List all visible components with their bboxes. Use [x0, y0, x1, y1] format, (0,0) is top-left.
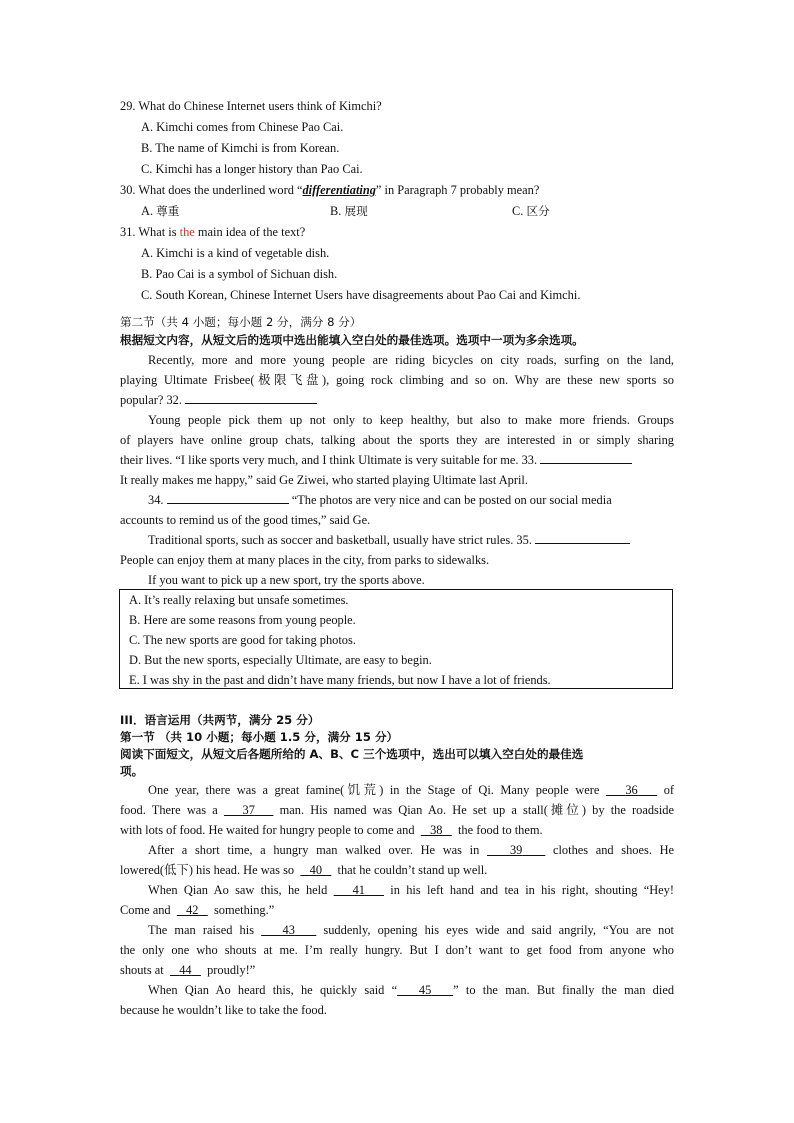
q31-stem-post: main idea of the text?: [194, 225, 306, 239]
cloze-number-36: 36: [625, 783, 638, 797]
cloze-text: something.”: [213, 903, 275, 917]
cloze-text: man. His named was Qian Ao. He set up a stall(摊位) by the roadside: [279, 803, 674, 817]
answer-blank-32[interactable]: [185, 390, 317, 404]
cloze-text: shouts at: [120, 963, 164, 977]
option-c: C. The new sports are good for taking photos.: [129, 633, 356, 647]
passage2-p3-quote: “The photos are very nice and can be posted on our social media: [291, 493, 612, 507]
blank-34-label: 34.: [148, 493, 164, 507]
q29-option-a: A. Kimchi comes from Chinese Pao Cai.: [141, 120, 344, 134]
q31-option-a: A. Kimchi is a kind of vegetable dish.: [141, 246, 330, 260]
passage2-p1-line1: Recently, more and more young people are riding bicycles on city roads, surfing on the land,: [148, 353, 674, 367]
cloze-text: ” to the man. But finally the man died: [453, 983, 675, 997]
q30-option-c-letter: C.: [512, 204, 524, 218]
cloze-blank-36[interactable]: [606, 783, 657, 797]
cloze-text: clothes and shoes. He: [552, 843, 675, 857]
cloze-text: in his left hand and tea in his right, shouting “Hey!: [390, 883, 675, 897]
cloze-text: that he couldn’t stand up well.: [337, 863, 488, 877]
cloze-blank-37[interactable]: [224, 803, 273, 817]
passage2-p2-line1: Young people pick them up not only to keep healthy, but also to make more friends. Groups: [148, 413, 674, 427]
cloze-text: with lots of food. He waited for hungry people to come and: [120, 823, 415, 837]
q30-option-a-text: 尊重: [156, 204, 180, 218]
blank-35-label: Traditional sports, such as soccer and basketball, usually have strict rules. 35.: [148, 533, 532, 547]
section-2-heading: 第二节（共 4 小题；每小题 2 分，满分 8 分）: [120, 315, 362, 329]
cloze-line11: [148, 980, 674, 1000]
q30-option-c-text: 区分: [526, 204, 550, 218]
passage2-p3-line1: [148, 490, 674, 510]
q30-option-b-letter: B.: [330, 204, 342, 218]
cloze-line6: [148, 880, 674, 900]
cloze-line1: [148, 780, 674, 800]
passage2-p2-line4: It really makes me happy,” said Ge Ziwei, who started playing Ultimate last April.: [120, 473, 528, 487]
cloze-number-41: 41: [352, 883, 365, 897]
cloze-line9: the only one who shouts at me. I’m really hungry. But I don’t want to get food from anyone who: [120, 943, 674, 957]
cloze-number-38: 38: [430, 823, 443, 837]
cloze-line10: [120, 960, 674, 980]
passage2-p5-line1: If you want to pick up a new sport, try the sports above.: [148, 573, 425, 587]
option-d: D. But the new sports, especially Ultimate, are easy to begin.: [129, 653, 432, 667]
cloze-blank-39[interactable]: [487, 843, 545, 857]
passage2-p2-line3: [120, 450, 674, 470]
blank-33-label: their lives. “I like sports very much, and I think Ultimate is very suitable for me. 33.: [120, 453, 538, 467]
cloze-text: The man raised his: [148, 923, 255, 937]
cloze-text: When Qian Ao heard this, he quickly said “: [148, 983, 398, 997]
passage2-p1-line3: [120, 390, 674, 410]
question-31: [120, 222, 674, 242]
answer-blank-33[interactable]: [540, 450, 632, 464]
cloze-blank-43[interactable]: [261, 923, 316, 937]
q30-stem-post: ” in Paragraph 7 probably mean?: [375, 183, 540, 197]
q31-option-b: B. Pao Cai is a symbol of Sichuan dish.: [141, 267, 338, 281]
passage2-p3-line2: accounts to remind us of the good times,” said Ge.: [120, 513, 371, 527]
cloze-text: proudly!”: [207, 963, 256, 977]
q31-option-c: C. South Korean, Chinese Internet Users have disagreements about Pao Cai and Kimchi.: [141, 288, 581, 302]
part-3-heading: III．语言运用（共两节，满分 25 分）: [120, 713, 320, 727]
cloze-number-44: 44: [179, 963, 192, 977]
q30-underlined-word: differentiating: [302, 183, 376, 197]
part-3-instruction-line1: 阅读下面短文，从短文后各题所给的 A、B、C 三个选项中，选出可以填入空白处的最佳选: [120, 747, 584, 761]
q30-stem-pre: 30. What does the underlined word “: [120, 183, 303, 197]
cloze-number-39: 39: [509, 843, 523, 857]
cloze-line4: [148, 840, 674, 860]
cloze-text: When Qian Ao saw this, he held: [148, 883, 328, 897]
q30-option-b: [330, 201, 368, 221]
q29-option-b: B. The name of Kimchi is from Korean.: [141, 141, 340, 155]
cloze-text: of: [663, 783, 675, 797]
cloze-line7: [120, 900, 674, 920]
answer-blank-35[interactable]: [535, 530, 630, 544]
blank-32-label: popular? 32.: [120, 393, 182, 407]
cloze-line8: [148, 920, 674, 940]
question-29: 29. What do Chinese Internet users think of Kimchi?: [120, 99, 382, 113]
cloze-text: the food to them.: [457, 823, 543, 837]
question-30: [120, 180, 674, 200]
q29-option-c: C. Kimchi has a longer history than Pao Cai.: [141, 162, 363, 176]
cloze-blank-40[interactable]: [300, 863, 331, 877]
option-e: E. I was shy in the past and didn’t have many friends, but now I have a lot of friends.: [129, 673, 551, 687]
cloze-number-37: 37: [242, 803, 255, 817]
cloze-text: One year, there was a great famine(饥荒) in the Stage of Qi. Many people were: [148, 783, 600, 797]
cloze-number-43: 43: [282, 923, 295, 937]
cloze-line2: [120, 800, 674, 820]
cloze-line3: [120, 820, 674, 840]
options-box: [119, 589, 673, 689]
cloze-text: Come and: [120, 903, 171, 917]
cloze-blank-44[interactable]: [170, 963, 201, 977]
option-b: B. Here are some reasons from young people.: [129, 613, 356, 627]
part-3-subheading: 第一节 （共 10 小题；每小题 1.5 分，满分 15 分）: [120, 730, 399, 744]
answer-blank-34[interactable]: [167, 490, 289, 504]
q30-option-b-text: 展现: [344, 204, 368, 218]
cloze-blank-42[interactable]: [177, 903, 208, 917]
option-a: A. It’s really relaxing but unsafe sometimes.: [129, 593, 349, 607]
cloze-blank-38[interactable]: [421, 823, 452, 837]
q30-option-a-letter: A.: [141, 204, 154, 218]
q30-option-c: [512, 201, 550, 221]
section-2-instruction: 根据短文内容，从短文后的选项中选出能填入空白处的最佳选项。选项中一项为多余选项。: [120, 333, 584, 347]
part-3-instruction-line2: 项。: [120, 764, 144, 778]
cloze-line12: because he wouldn’t like to take the food.: [120, 1003, 327, 1017]
cloze-blank-41[interactable]: [334, 883, 384, 897]
cloze-text: suddenly, opening his eyes wide and said angrily, “You are not: [323, 923, 674, 937]
cloze-number-45: 45: [418, 983, 432, 997]
cloze-text: After a short time, a hungry man walked over. He was in: [148, 843, 480, 857]
cloze-line5: [120, 860, 674, 880]
passage2-p1-line2: playing Ultimate Frisbee(极限飞盘), going rock climbing and so on. Why are these new sports so: [120, 373, 674, 387]
cloze-number-40: 40: [309, 863, 323, 877]
q31-stem-highlight: the: [179, 225, 195, 239]
q30-option-a: [141, 201, 179, 221]
passage2-p4-line2: People can enjoy them at many places in the city, from parks to sidewalks.: [120, 553, 490, 567]
passage2-p4-line1: [148, 530, 674, 550]
cloze-text: lowered(低下) his head. He was so: [120, 863, 295, 877]
q31-stem-pre: 31. What is: [120, 225, 180, 239]
cloze-number-42: 42: [186, 903, 199, 917]
cloze-blank-45[interactable]: [397, 983, 453, 997]
passage2-p2-line2: of players have online group chats, talking about the sports they are interested in or simply sharing: [120, 433, 674, 447]
cloze-text: food. There was a: [120, 803, 218, 817]
